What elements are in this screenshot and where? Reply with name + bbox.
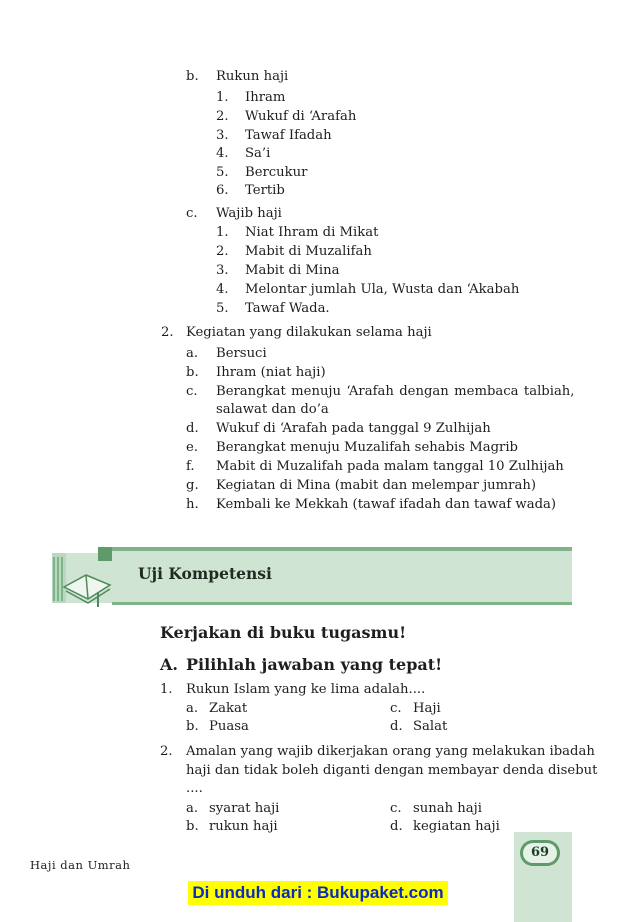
list-item: Melontar jumlah Ula, Wusta dan ‘Akabah — [245, 282, 520, 297]
banner-title: Uji Kompetensi — [138, 564, 272, 583]
answer-option: Zakat — [209, 701, 248, 716]
banner-bottom-line — [112, 602, 572, 605]
list-number: 5. — [216, 301, 229, 316]
list-item: Bercukur — [245, 165, 308, 180]
page-number: 69 — [523, 843, 557, 863]
question-text: haji dan tidak boleh diganti dengan membayar denda disebut — [186, 763, 598, 778]
list-item: Tawaf Wada. — [245, 301, 330, 316]
list-number: 4. — [216, 146, 229, 161]
list-item: Kembali ke Mekkah (tawaf ifadah dan tawaf wada) — [216, 497, 557, 512]
list-number: 3. — [216, 263, 229, 278]
section-heading: Pilihlah jawaban yang tepat! — [186, 655, 443, 674]
list-number: 2. — [216, 244, 229, 259]
list-item: Kegiatan di Mina (mabit dan melempar jumrah) — [216, 478, 536, 493]
list-marker: d. — [186, 421, 199, 436]
option-marker: d. — [390, 819, 403, 834]
list-item: Wukuf di ‘Arafah pada tanggal 9 Zulhijah — [216, 421, 491, 436]
list-item: Berangkat menuju Muzalifah sehabis Magrib — [216, 440, 518, 455]
banner-top-line — [112, 547, 572, 551]
option-marker: b. — [186, 819, 199, 834]
list-item: Mabit di Muzalifah — [245, 244, 372, 259]
answer-option: Salat — [413, 719, 448, 734]
list-item: Ihram (niat haji) — [216, 365, 326, 380]
answer-option: rukun haji — [209, 819, 278, 834]
list-item: Sa’i — [245, 146, 271, 161]
list-marker: b. — [186, 69, 199, 84]
list-item: Ihram — [245, 90, 286, 105]
answer-option: sunah haji — [413, 801, 482, 816]
list-number: 3. — [216, 128, 229, 143]
uji-kompetensi-banner — [52, 547, 572, 607]
list-item: Niat Ihram di Mikat — [245, 225, 379, 240]
option-marker: b. — [186, 719, 199, 734]
list-marker: c. — [186, 206, 198, 221]
exercise-instruction: Kerjakan di buku tugasmu! — [160, 623, 407, 642]
question-text: .... — [186, 781, 203, 796]
option-marker: d. — [390, 719, 403, 734]
list-number: 4. — [216, 282, 229, 297]
answer-option: syarat haji — [209, 801, 280, 816]
answer-option: kegiatan haji — [413, 819, 500, 834]
list-item: Tertib — [245, 183, 285, 198]
question-number: 2. — [160, 744, 173, 759]
answer-option: Haji — [413, 701, 441, 716]
list-marker: c. — [186, 384, 198, 399]
list-marker: b. — [186, 365, 199, 380]
list-marker: e. — [186, 440, 198, 455]
question-number: 1. — [160, 682, 173, 697]
question-text: Rukun Islam yang ke lima adalah.... — [186, 682, 426, 697]
list-number: 1. — [216, 225, 229, 240]
chapter-footer: Haji dan Umrah — [30, 858, 131, 872]
open-book-icon — [52, 547, 118, 605]
list-item-continued: salawat dan do’a — [216, 402, 329, 417]
list-item: Tawaf Ifadah — [245, 128, 332, 143]
list-number: 1. — [216, 90, 229, 105]
list-item: Berangkat menuju ‘Arafah dengan membaca talbiah, — [216, 384, 575, 399]
list-title: Wajib haji — [216, 206, 282, 221]
download-link[interactable]: Di unduh dari : Bukupaket.com — [192, 883, 444, 902]
list-item: Mabit di Muzalifah pada malam tanggal 10 Zulhijah — [216, 459, 564, 474]
list-title: Rukun haji — [216, 69, 289, 84]
option-marker: a. — [186, 801, 199, 816]
list-item: Wukuf di ‘Arafah — [245, 109, 357, 124]
section-title: Kegiatan yang dilakukan selama haji — [186, 325, 432, 340]
list-item: Bersuci — [216, 346, 267, 361]
list-marker: h. — [186, 497, 199, 512]
list-number: 5. — [216, 165, 229, 180]
section-marker: A. — [160, 655, 178, 674]
list-item: Mabit di Mina — [245, 263, 340, 278]
list-marker: f. — [186, 459, 195, 474]
list-marker: g. — [186, 478, 199, 493]
list-number: 2. — [216, 109, 229, 124]
option-marker: a. — [186, 701, 199, 716]
section-number: 2. — [161, 325, 174, 340]
answer-option: Puasa — [209, 719, 249, 734]
option-marker: c. — [390, 701, 402, 716]
list-marker: a. — [186, 346, 199, 361]
option-marker: c. — [390, 801, 402, 816]
list-number: 6. — [216, 183, 229, 198]
question-text: Amalan yang wajib dikerjakan orang yang melakukan ibadah — [186, 744, 595, 759]
